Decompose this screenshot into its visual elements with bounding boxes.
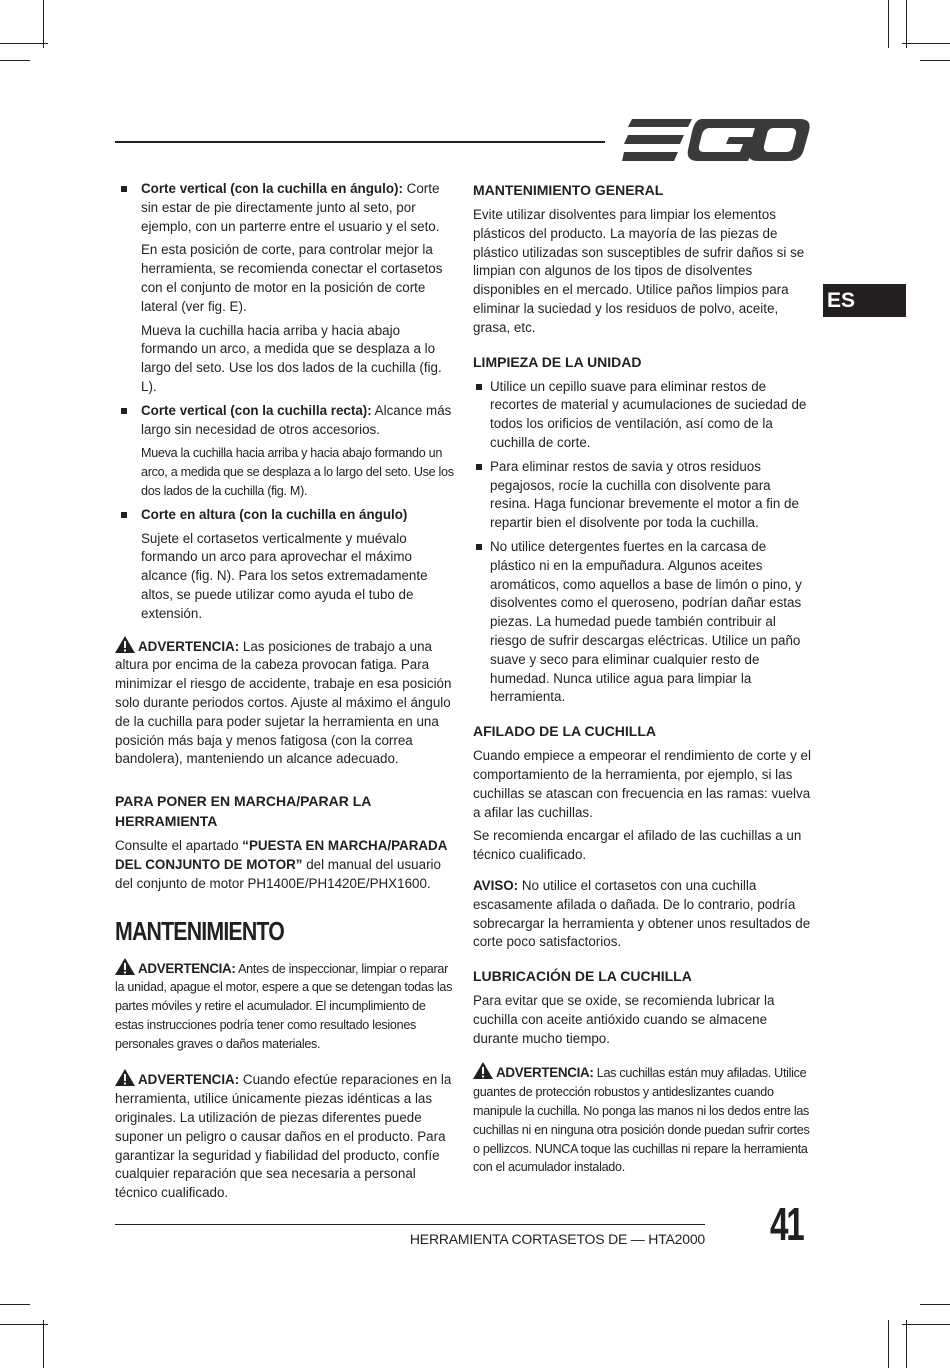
notice-paragraph: [473, 877, 813, 952]
paragraph: Cuando empiece a empeorar el rendimiento de corte y el comportamiento de la herramienta, por ejemplo, si las cuchillas se atascan con frecuencia en las ramas: vuelva a afilar las cuchillas.: [473, 748, 811, 820]
section-heading: PARA PONER EN MARCHA/PARAR LA HERRAMIENTA: [115, 793, 371, 830]
paragraph: Sujete el cortasetos verticalmente y muévalo formando un arco para aprovechar el máximo alcance (fig. N). Para los setos extremadamente altos, se puede utilizar como ayuda el tubo de extensión.: [141, 530, 428, 621]
crop-mark: [0, 1304, 30, 1305]
item-text: Alcance más largo sin necesidad de otros accesorios.: [141, 402, 452, 437]
paragraph: Mueva la cuchilla hacia arriba y hacia abajo formando un arco, a medida que se desplaza a lo largo del seto. Use los dos lados de la cuchilla (fig. L).: [141, 322, 442, 394]
item-text: Corte sin estar de pie directamente junto al seto, por ejemplo, con un parterre entre el usuario y el seto.: [141, 181, 440, 234]
item-title: Corte vertical (con la cuchilla recta):: [141, 402, 372, 418]
warning-label: ADVERTENCIA:: [496, 1065, 594, 1081]
warning-text: Antes de inspeccionar, limpiar o reparar la unidad, apague el motor, espere a que se detengan todas las partes móviles y retire el acumulador. El incumplimiento de estas instrucciones podría tener como resultado lesiones personales graves o daños materiales.: [115, 961, 453, 1051]
footer-title: HERRAMIENTA CORTASETOS DE — HTA2000: [409, 1231, 705, 1247]
paragraph: Mueva la cuchilla hacia arriba y hacia abajo formando un arco, a medida que se desplaza a lo largo del seto. Use los dos lados de la cuchilla (fig. M).: [141, 446, 454, 498]
list-item: Utilice un cepillo suave para eliminar restos de recortes de material y acumulaciones de suciedad de todos los orificios de ventilación, así como de la cuchilla de corte.: [473, 378, 813, 453]
item-title: Corte en altura (con la cuchilla en ángulo): [141, 506, 408, 522]
crop-mark: [902, 43, 950, 44]
language-tab: ES: [823, 284, 906, 317]
list-item: [115, 180, 455, 236]
warning-label: ADVERTENCIA:: [138, 638, 240, 654]
right-column: [473, 180, 813, 1182]
crop-mark: [906, 0, 907, 48]
crop-mark: [0, 43, 48, 44]
section-heading: AFILADO DE LA CUCHILLA: [473, 723, 657, 740]
paragraph: [115, 837, 455, 893]
crop-mark: [902, 1324, 950, 1325]
warning-paragraph: [115, 1069, 455, 1203]
list-item: [115, 402, 455, 440]
paragraph: En esta posición de corte, para controlar mejor la herramienta, se recomienda conectar el cortasetos con el conjunto de motor en la posición de corte lateral (ver fig. E).: [141, 242, 443, 314]
crop-mark: [888, 0, 889, 48]
warning-text: Las cuchillas están muy afiladas. Utilice guantes de protección robustos y antideslizantes cuando manipule la cuchilla. No ponga las manos ni los dedos entre las cuchillas ni en ninguna otra posición donde puedan sufrir cortes o pellizcos. NUNCA toque las cuchillas ni repare la herramienta con el acumulador instalado.: [473, 1066, 810, 1175]
paragraph: Para evitar que se oxide, se recomienda lubricar la cuchilla con aceite antióxido cuando se almacene durante mucho tiempo.: [473, 993, 775, 1046]
crop-mark: [43, 0, 44, 48]
text-run: del manual del usuario del conjunto de motor PH1400E/PH1420E/PHX1600.: [115, 856, 441, 891]
paragraph: Se recomienda encargar el afilado de las cuchillas a un técnico cualificado.: [473, 828, 802, 863]
list-item: [115, 506, 455, 525]
warning-label: ADVERTENCIA:: [138, 1072, 240, 1088]
ego-logo: [622, 117, 810, 163]
warning-text: Las posiciones de trabajo a una altura por encima de la cabeza provocan fatiga. Para minimizar el riesgo de accidente, trabaje en esa posición solo durante periodos cortos. Ajuste al máximo el ángulo de la cuchilla para poder sujetar la herramienta en una posición más baja y menos fatigosa (con la correa bandolera), manteniendo un alcance adecuado.: [115, 638, 452, 767]
warning-paragraph: [473, 1062, 813, 1177]
section-heading: MANTENIMIENTO GENERAL: [473, 182, 664, 198]
notice-label: AVISO:: [473, 877, 519, 893]
page-number: 41: [770, 1198, 803, 1250]
warning-icon: [115, 636, 135, 653]
left-column: [115, 180, 455, 1208]
warning-paragraph: [115, 636, 455, 770]
text-run-bold: “PUESTA EN MARCHA/PARADA DEL CONJUNTO DE MOTOR”: [115, 838, 447, 872]
section-heading: LIMPIEZA DE LA UNIDAD: [473, 353, 642, 370]
crop-mark: [0, 60, 30, 61]
crop-mark: [43, 1320, 44, 1368]
main-heading: MANTENIMIENTO: [115, 915, 284, 946]
warning-text: Cuando efectúe reparaciones en la herramienta, utilice únicamente piezas idénticas a las originales. La utilización de piezas diferentes puede suponer un peligro o causar daños en el producto. Para garantizar la seguridad y fiabilidad del producto, confíe cualquier reparación que sea necesaria a personal técnico cualificado.: [115, 1072, 452, 1201]
item-title: Corte vertical (con la cuchilla en ángulo):: [141, 181, 403, 196]
crop-mark: [920, 60, 950, 61]
warning-label: ADVERTENCIA:: [138, 960, 236, 976]
text-run: Consulte el apartado: [115, 838, 243, 854]
notice-text: No utilice el cortasetos con una cuchilla escasamente afilada o dañada. De lo contrario, podría sobrecargar la herramienta y obtener unos resultados de corte poco satisfactorios.: [473, 877, 811, 950]
crop-mark: [888, 1320, 889, 1368]
paragraph: Evite utilizar disolventes para limpiar los elementos plásticos del producto. La mayoría de las piezas de plástico utilizadas son susceptibles de sufrir daños si se limpian con algunos de los tipos de disolventes disponibles en el mercado. Utilice paños limpios para eliminar la suciedad y los residuos de polvo, aceite, grasa, etc.: [473, 207, 805, 335]
warning-icon: [473, 1062, 493, 1079]
warning-paragraph: [115, 958, 455, 1054]
list-item: Para eliminar restos de savia y otros residuos pegajosos, rocíe la cuchilla con disolvente para resina. Haga funcionar brevemente el motor a fin de repartir bien el disolvente por toda la cuchilla.: [473, 458, 813, 533]
crop-mark: [906, 1320, 907, 1368]
warning-icon: [115, 958, 135, 975]
warning-icon: [115, 1069, 135, 1086]
crop-mark: [0, 1324, 48, 1325]
list-item: No utilice detergentes fuertes en la carcasa de plástico ni en la empuñadura. Algunos aceites aromáticos, como aquellos a base de limón o pino, y disolventes como el queroseno, podrían dañar estas piezas. La humedad puede también contribuir al riesgo de sufrir descargas eléctricas. Utilice un paño suave y seco para eliminar cualquier resto de humedad. Nunca utilice agua para limpiar la herramienta.: [473, 538, 813, 707]
section-heading: LUBRICACIÓN DE LA CUCHILLA: [473, 968, 692, 985]
header-rule: [115, 141, 605, 143]
crop-mark: [920, 1304, 950, 1305]
footer-rule: [115, 1224, 705, 1225]
